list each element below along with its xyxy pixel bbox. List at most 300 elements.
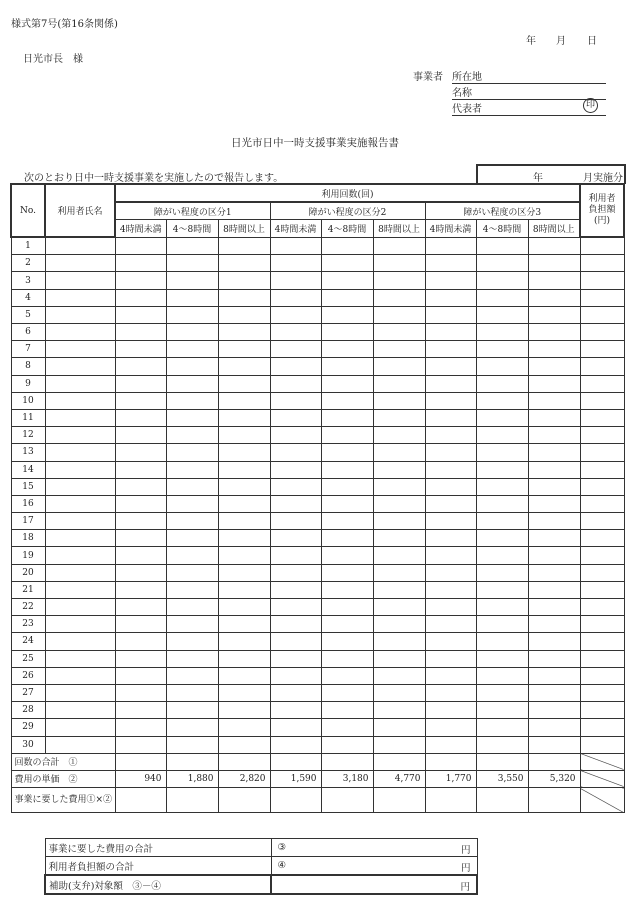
count-cell[interactable] bbox=[476, 616, 528, 633]
count-cell[interactable] bbox=[528, 461, 580, 478]
count-cell[interactable] bbox=[115, 478, 166, 495]
count-cell[interactable] bbox=[528, 650, 580, 667]
count-cell[interactable] bbox=[218, 702, 270, 719]
count-cell[interactable] bbox=[115, 788, 166, 813]
count-cell[interactable] bbox=[270, 633, 321, 650]
count-cell[interactable] bbox=[528, 392, 580, 409]
count-cell[interactable] bbox=[373, 650, 425, 667]
user-name-cell[interactable] bbox=[45, 289, 115, 306]
count-cell[interactable] bbox=[476, 530, 528, 547]
count-cell[interactable] bbox=[115, 547, 166, 564]
count-cell[interactable] bbox=[166, 599, 218, 616]
count-cell[interactable] bbox=[528, 237, 580, 255]
count-cell[interactable] bbox=[373, 581, 425, 598]
count-cell[interactable] bbox=[115, 581, 166, 598]
count-cell[interactable] bbox=[218, 409, 270, 426]
count-cell[interactable] bbox=[218, 667, 270, 684]
count-cell[interactable] bbox=[580, 392, 624, 409]
count-cell[interactable] bbox=[476, 547, 528, 564]
count-cell[interactable] bbox=[373, 719, 425, 736]
count-cell[interactable] bbox=[476, 736, 528, 753]
count-cell[interactable] bbox=[166, 719, 218, 736]
count-cell[interactable] bbox=[321, 237, 373, 255]
count-cell[interactable] bbox=[218, 616, 270, 633]
count-cell[interactable] bbox=[166, 684, 218, 701]
count-cell[interactable] bbox=[270, 427, 321, 444]
count-cell[interactable] bbox=[115, 530, 166, 547]
user-name-cell[interactable] bbox=[45, 702, 115, 719]
user-name-cell[interactable] bbox=[45, 237, 115, 255]
count-cell[interactable] bbox=[115, 702, 166, 719]
count-cell[interactable] bbox=[166, 392, 218, 409]
count-cell[interactable] bbox=[166, 461, 218, 478]
count-cell[interactable] bbox=[321, 461, 373, 478]
count-cell[interactable] bbox=[218, 530, 270, 547]
count-cell[interactable] bbox=[218, 392, 270, 409]
user-name-cell[interactable] bbox=[45, 461, 115, 478]
count-cell[interactable] bbox=[373, 255, 425, 272]
name-field[interactable] bbox=[452, 84, 606, 100]
count-cell[interactable] bbox=[321, 547, 373, 564]
count-cell[interactable] bbox=[373, 788, 425, 813]
count-cell[interactable] bbox=[528, 478, 580, 495]
count-cell[interactable] bbox=[373, 324, 425, 341]
count-cell[interactable] bbox=[166, 272, 218, 289]
count-cell[interactable] bbox=[218, 753, 270, 770]
user-name-cell[interactable] bbox=[45, 392, 115, 409]
count-cell[interactable] bbox=[373, 702, 425, 719]
count-cell[interactable] bbox=[166, 289, 218, 306]
count-cell[interactable] bbox=[321, 495, 373, 512]
count-cell[interactable] bbox=[321, 392, 373, 409]
count-cell[interactable] bbox=[270, 341, 321, 358]
count-cell[interactable] bbox=[425, 788, 476, 813]
count-cell[interactable] bbox=[115, 684, 166, 701]
count-cell[interactable] bbox=[373, 513, 425, 530]
count-cell[interactable] bbox=[580, 289, 624, 306]
count-cell[interactable] bbox=[373, 392, 425, 409]
count-cell[interactable] bbox=[218, 306, 270, 323]
count-cell[interactable] bbox=[580, 409, 624, 426]
count-cell[interactable] bbox=[580, 650, 624, 667]
count-cell[interactable] bbox=[580, 375, 624, 392]
count-cell[interactable] bbox=[321, 409, 373, 426]
count-cell[interactable] bbox=[321, 753, 373, 770]
count-cell[interactable] bbox=[115, 358, 166, 375]
count-cell[interactable] bbox=[321, 650, 373, 667]
count-cell[interactable] bbox=[321, 530, 373, 547]
count-cell[interactable] bbox=[321, 633, 373, 650]
count-cell[interactable] bbox=[373, 684, 425, 701]
count-cell[interactable] bbox=[425, 495, 476, 512]
count-cell[interactable] bbox=[528, 306, 580, 323]
count-cell[interactable] bbox=[580, 478, 624, 495]
count-cell[interactable] bbox=[321, 444, 373, 461]
count-cell[interactable] bbox=[321, 324, 373, 341]
count-cell[interactable] bbox=[373, 237, 425, 255]
count-cell[interactable] bbox=[528, 427, 580, 444]
count-cell[interactable] bbox=[373, 478, 425, 495]
count-cell[interactable] bbox=[476, 684, 528, 701]
count-cell[interactable] bbox=[528, 409, 580, 426]
count-cell[interactable] bbox=[425, 667, 476, 684]
count-cell[interactable] bbox=[476, 341, 528, 358]
count-cell[interactable] bbox=[476, 392, 528, 409]
count-cell[interactable] bbox=[115, 237, 166, 255]
count-cell[interactable] bbox=[476, 461, 528, 478]
count-cell[interactable] bbox=[476, 581, 528, 598]
count-cell[interactable] bbox=[528, 564, 580, 581]
count-cell[interactable] bbox=[166, 478, 218, 495]
count-cell[interactable] bbox=[476, 324, 528, 341]
count-cell[interactable] bbox=[270, 375, 321, 392]
count-cell[interactable] bbox=[166, 753, 218, 770]
count-cell[interactable] bbox=[270, 255, 321, 272]
user-name-cell[interactable] bbox=[45, 306, 115, 323]
count-cell[interactable] bbox=[580, 237, 624, 255]
count-cell[interactable] bbox=[115, 667, 166, 684]
count-cell[interactable] bbox=[476, 444, 528, 461]
count-cell[interactable] bbox=[321, 478, 373, 495]
count-cell[interactable] bbox=[425, 616, 476, 633]
count-cell[interactable] bbox=[321, 684, 373, 701]
count-cell[interactable] bbox=[476, 633, 528, 650]
user-name-cell[interactable] bbox=[45, 375, 115, 392]
count-cell[interactable] bbox=[528, 358, 580, 375]
count-cell[interactable] bbox=[373, 444, 425, 461]
count-cell[interactable] bbox=[476, 513, 528, 530]
count-cell[interactable] bbox=[115, 427, 166, 444]
count-cell[interactable] bbox=[580, 599, 624, 616]
count-cell[interactable] bbox=[218, 358, 270, 375]
count-cell[interactable] bbox=[218, 255, 270, 272]
count-cell[interactable] bbox=[373, 530, 425, 547]
count-cell[interactable] bbox=[218, 272, 270, 289]
count-cell[interactable] bbox=[476, 272, 528, 289]
count-cell[interactable] bbox=[115, 616, 166, 633]
user-name-cell[interactable] bbox=[45, 547, 115, 564]
count-cell[interactable] bbox=[270, 358, 321, 375]
count-cell[interactable] bbox=[270, 289, 321, 306]
count-cell[interactable] bbox=[270, 547, 321, 564]
count-cell[interactable] bbox=[425, 702, 476, 719]
count-cell[interactable] bbox=[528, 788, 580, 813]
count-cell[interactable] bbox=[166, 633, 218, 650]
count-cell[interactable] bbox=[166, 375, 218, 392]
count-cell[interactable] bbox=[166, 564, 218, 581]
user-name-cell[interactable] bbox=[45, 650, 115, 667]
count-cell[interactable] bbox=[476, 719, 528, 736]
user-name-cell[interactable] bbox=[45, 495, 115, 512]
count-cell[interactable] bbox=[425, 547, 476, 564]
user-name-cell[interactable] bbox=[45, 719, 115, 736]
user-name-cell[interactable] bbox=[45, 684, 115, 701]
count-cell[interactable] bbox=[580, 633, 624, 650]
count-cell[interactable] bbox=[425, 306, 476, 323]
count-cell[interactable] bbox=[580, 444, 624, 461]
count-cell[interactable] bbox=[373, 289, 425, 306]
count-cell[interactable] bbox=[580, 616, 624, 633]
count-cell[interactable] bbox=[528, 444, 580, 461]
count-cell[interactable] bbox=[166, 409, 218, 426]
count-cell[interactable] bbox=[425, 513, 476, 530]
count-cell[interactable] bbox=[425, 272, 476, 289]
count-cell[interactable] bbox=[580, 564, 624, 581]
count-cell[interactable] bbox=[218, 684, 270, 701]
count-cell[interactable] bbox=[166, 788, 218, 813]
count-cell[interactable] bbox=[425, 753, 476, 770]
count-cell[interactable] bbox=[528, 633, 580, 650]
count-cell[interactable] bbox=[476, 564, 528, 581]
count-cell[interactable] bbox=[425, 341, 476, 358]
count-cell[interactable] bbox=[321, 599, 373, 616]
count-cell[interactable] bbox=[425, 409, 476, 426]
count-cell[interactable] bbox=[166, 237, 218, 255]
count-cell[interactable] bbox=[580, 719, 624, 736]
count-cell[interactable] bbox=[115, 513, 166, 530]
count-cell[interactable] bbox=[115, 324, 166, 341]
user-name-cell[interactable] bbox=[45, 513, 115, 530]
count-cell[interactable] bbox=[580, 684, 624, 701]
count-cell[interactable] bbox=[528, 736, 580, 753]
count-cell[interactable] bbox=[528, 272, 580, 289]
count-cell[interactable] bbox=[218, 547, 270, 564]
count-cell[interactable] bbox=[425, 530, 476, 547]
count-cell[interactable] bbox=[166, 616, 218, 633]
user-name-cell[interactable] bbox=[45, 427, 115, 444]
count-cell[interactable] bbox=[425, 444, 476, 461]
count-cell[interactable] bbox=[373, 753, 425, 770]
count-cell[interactable] bbox=[115, 289, 166, 306]
user-name-cell[interactable] bbox=[45, 272, 115, 289]
count-cell[interactable] bbox=[218, 513, 270, 530]
count-cell[interactable] bbox=[115, 461, 166, 478]
count-cell[interactable] bbox=[476, 599, 528, 616]
count-cell[interactable] bbox=[373, 375, 425, 392]
user-name-cell[interactable] bbox=[45, 255, 115, 272]
count-cell[interactable] bbox=[373, 736, 425, 753]
count-cell[interactable] bbox=[218, 650, 270, 667]
count-cell[interactable] bbox=[476, 237, 528, 255]
count-cell[interactable] bbox=[270, 667, 321, 684]
count-cell[interactable] bbox=[270, 581, 321, 598]
count-cell[interactable] bbox=[528, 324, 580, 341]
count-cell[interactable] bbox=[321, 306, 373, 323]
count-cell[interactable] bbox=[476, 358, 528, 375]
user-name-cell[interactable] bbox=[45, 530, 115, 547]
count-cell[interactable] bbox=[321, 289, 373, 306]
count-cell[interactable] bbox=[476, 788, 528, 813]
count-cell[interactable] bbox=[528, 375, 580, 392]
count-cell[interactable] bbox=[425, 633, 476, 650]
count-cell[interactable] bbox=[270, 753, 321, 770]
count-cell[interactable] bbox=[425, 599, 476, 616]
count-cell[interactable] bbox=[373, 306, 425, 323]
count-cell[interactable] bbox=[115, 272, 166, 289]
count-cell[interactable] bbox=[270, 461, 321, 478]
count-cell[interactable] bbox=[580, 530, 624, 547]
count-cell[interactable] bbox=[218, 237, 270, 255]
count-cell[interactable] bbox=[321, 375, 373, 392]
count-cell[interactable] bbox=[580, 324, 624, 341]
count-cell[interactable] bbox=[580, 341, 624, 358]
count-cell[interactable] bbox=[476, 427, 528, 444]
count-cell[interactable] bbox=[476, 306, 528, 323]
count-cell[interactable] bbox=[528, 753, 580, 770]
period-box[interactable] bbox=[476, 164, 626, 184]
count-cell[interactable] bbox=[166, 667, 218, 684]
count-cell[interactable] bbox=[373, 341, 425, 358]
count-cell[interactable] bbox=[218, 289, 270, 306]
count-cell[interactable] bbox=[373, 461, 425, 478]
count-cell[interactable] bbox=[580, 667, 624, 684]
count-cell[interactable] bbox=[373, 667, 425, 684]
count-cell[interactable] bbox=[528, 719, 580, 736]
count-cell[interactable] bbox=[476, 478, 528, 495]
count-cell[interactable] bbox=[528, 616, 580, 633]
count-cell[interactable] bbox=[218, 719, 270, 736]
count-cell[interactable] bbox=[270, 684, 321, 701]
user-name-cell[interactable] bbox=[45, 616, 115, 633]
count-cell[interactable] bbox=[373, 358, 425, 375]
count-cell[interactable] bbox=[476, 409, 528, 426]
count-cell[interactable] bbox=[270, 650, 321, 667]
count-cell[interactable] bbox=[321, 788, 373, 813]
count-cell[interactable] bbox=[270, 702, 321, 719]
count-cell[interactable] bbox=[115, 306, 166, 323]
count-cell[interactable] bbox=[425, 289, 476, 306]
count-cell[interactable] bbox=[115, 255, 166, 272]
count-cell[interactable] bbox=[528, 530, 580, 547]
count-cell[interactable] bbox=[115, 633, 166, 650]
count-cell[interactable] bbox=[321, 255, 373, 272]
count-cell[interactable] bbox=[476, 702, 528, 719]
count-cell[interactable] bbox=[166, 324, 218, 341]
count-cell[interactable] bbox=[115, 444, 166, 461]
count-cell[interactable] bbox=[528, 495, 580, 512]
count-cell[interactable] bbox=[166, 702, 218, 719]
user-name-cell[interactable] bbox=[45, 736, 115, 753]
count-cell[interactable] bbox=[218, 324, 270, 341]
user-name-cell[interactable] bbox=[45, 341, 115, 358]
count-cell[interactable] bbox=[218, 788, 270, 813]
count-cell[interactable] bbox=[425, 684, 476, 701]
address-field[interactable] bbox=[452, 68, 606, 84]
user-name-cell[interactable] bbox=[45, 444, 115, 461]
count-cell[interactable] bbox=[115, 495, 166, 512]
count-cell[interactable] bbox=[580, 495, 624, 512]
count-cell[interactable] bbox=[270, 306, 321, 323]
count-cell[interactable] bbox=[218, 564, 270, 581]
count-cell[interactable] bbox=[321, 513, 373, 530]
count-cell[interactable] bbox=[425, 736, 476, 753]
count-cell[interactable] bbox=[166, 495, 218, 512]
count-cell[interactable] bbox=[476, 753, 528, 770]
count-cell[interactable] bbox=[115, 753, 166, 770]
summary-amount-field[interactable] bbox=[271, 857, 477, 876]
count-cell[interactable] bbox=[373, 616, 425, 633]
count-cell[interactable] bbox=[425, 358, 476, 375]
count-cell[interactable] bbox=[270, 719, 321, 736]
count-cell[interactable] bbox=[425, 719, 476, 736]
count-cell[interactable] bbox=[270, 237, 321, 255]
count-cell[interactable] bbox=[580, 306, 624, 323]
count-cell[interactable] bbox=[425, 324, 476, 341]
user-name-cell[interactable] bbox=[45, 667, 115, 684]
count-cell[interactable] bbox=[270, 324, 321, 341]
count-cell[interactable] bbox=[528, 289, 580, 306]
count-cell[interactable] bbox=[115, 375, 166, 392]
count-cell[interactable] bbox=[115, 564, 166, 581]
count-cell[interactable] bbox=[218, 427, 270, 444]
count-cell[interactable] bbox=[476, 667, 528, 684]
count-cell[interactable] bbox=[373, 495, 425, 512]
count-cell[interactable] bbox=[580, 461, 624, 478]
count-cell[interactable] bbox=[580, 581, 624, 598]
user-name-cell[interactable] bbox=[45, 564, 115, 581]
count-cell[interactable] bbox=[528, 599, 580, 616]
user-name-cell[interactable] bbox=[45, 581, 115, 598]
count-cell[interactable] bbox=[115, 599, 166, 616]
count-cell[interactable] bbox=[270, 272, 321, 289]
count-cell[interactable] bbox=[166, 358, 218, 375]
count-cell[interactable] bbox=[270, 392, 321, 409]
count-cell[interactable] bbox=[425, 427, 476, 444]
count-cell[interactable] bbox=[321, 427, 373, 444]
count-cell[interactable] bbox=[218, 444, 270, 461]
count-cell[interactable] bbox=[166, 444, 218, 461]
count-cell[interactable] bbox=[270, 478, 321, 495]
count-cell[interactable] bbox=[218, 633, 270, 650]
count-cell[interactable] bbox=[580, 702, 624, 719]
count-cell[interactable] bbox=[218, 599, 270, 616]
count-cell[interactable] bbox=[166, 306, 218, 323]
user-name-cell[interactable] bbox=[45, 633, 115, 650]
count-cell[interactable] bbox=[115, 409, 166, 426]
count-cell[interactable] bbox=[476, 289, 528, 306]
count-cell[interactable] bbox=[166, 341, 218, 358]
count-cell[interactable] bbox=[425, 564, 476, 581]
count-cell[interactable] bbox=[166, 427, 218, 444]
count-cell[interactable] bbox=[270, 736, 321, 753]
count-cell[interactable] bbox=[528, 702, 580, 719]
count-cell[interactable] bbox=[476, 650, 528, 667]
count-cell[interactable] bbox=[270, 788, 321, 813]
count-cell[interactable] bbox=[166, 530, 218, 547]
count-cell[interactable] bbox=[528, 667, 580, 684]
count-cell[interactable] bbox=[270, 616, 321, 633]
count-cell[interactable] bbox=[373, 633, 425, 650]
count-cell[interactable] bbox=[321, 667, 373, 684]
count-cell[interactable] bbox=[218, 375, 270, 392]
count-cell[interactable] bbox=[528, 255, 580, 272]
count-cell[interactable] bbox=[218, 581, 270, 598]
count-cell[interactable] bbox=[321, 358, 373, 375]
count-cell[interactable] bbox=[270, 444, 321, 461]
count-cell[interactable] bbox=[166, 581, 218, 598]
count-cell[interactable] bbox=[166, 650, 218, 667]
count-cell[interactable] bbox=[580, 358, 624, 375]
count-cell[interactable] bbox=[115, 650, 166, 667]
count-cell[interactable] bbox=[528, 684, 580, 701]
count-cell[interactable] bbox=[476, 495, 528, 512]
user-name-cell[interactable] bbox=[45, 324, 115, 341]
count-cell[interactable] bbox=[425, 237, 476, 255]
count-cell[interactable] bbox=[580, 513, 624, 530]
count-cell[interactable] bbox=[321, 581, 373, 598]
count-cell[interactable] bbox=[580, 272, 624, 289]
count-cell[interactable] bbox=[321, 564, 373, 581]
